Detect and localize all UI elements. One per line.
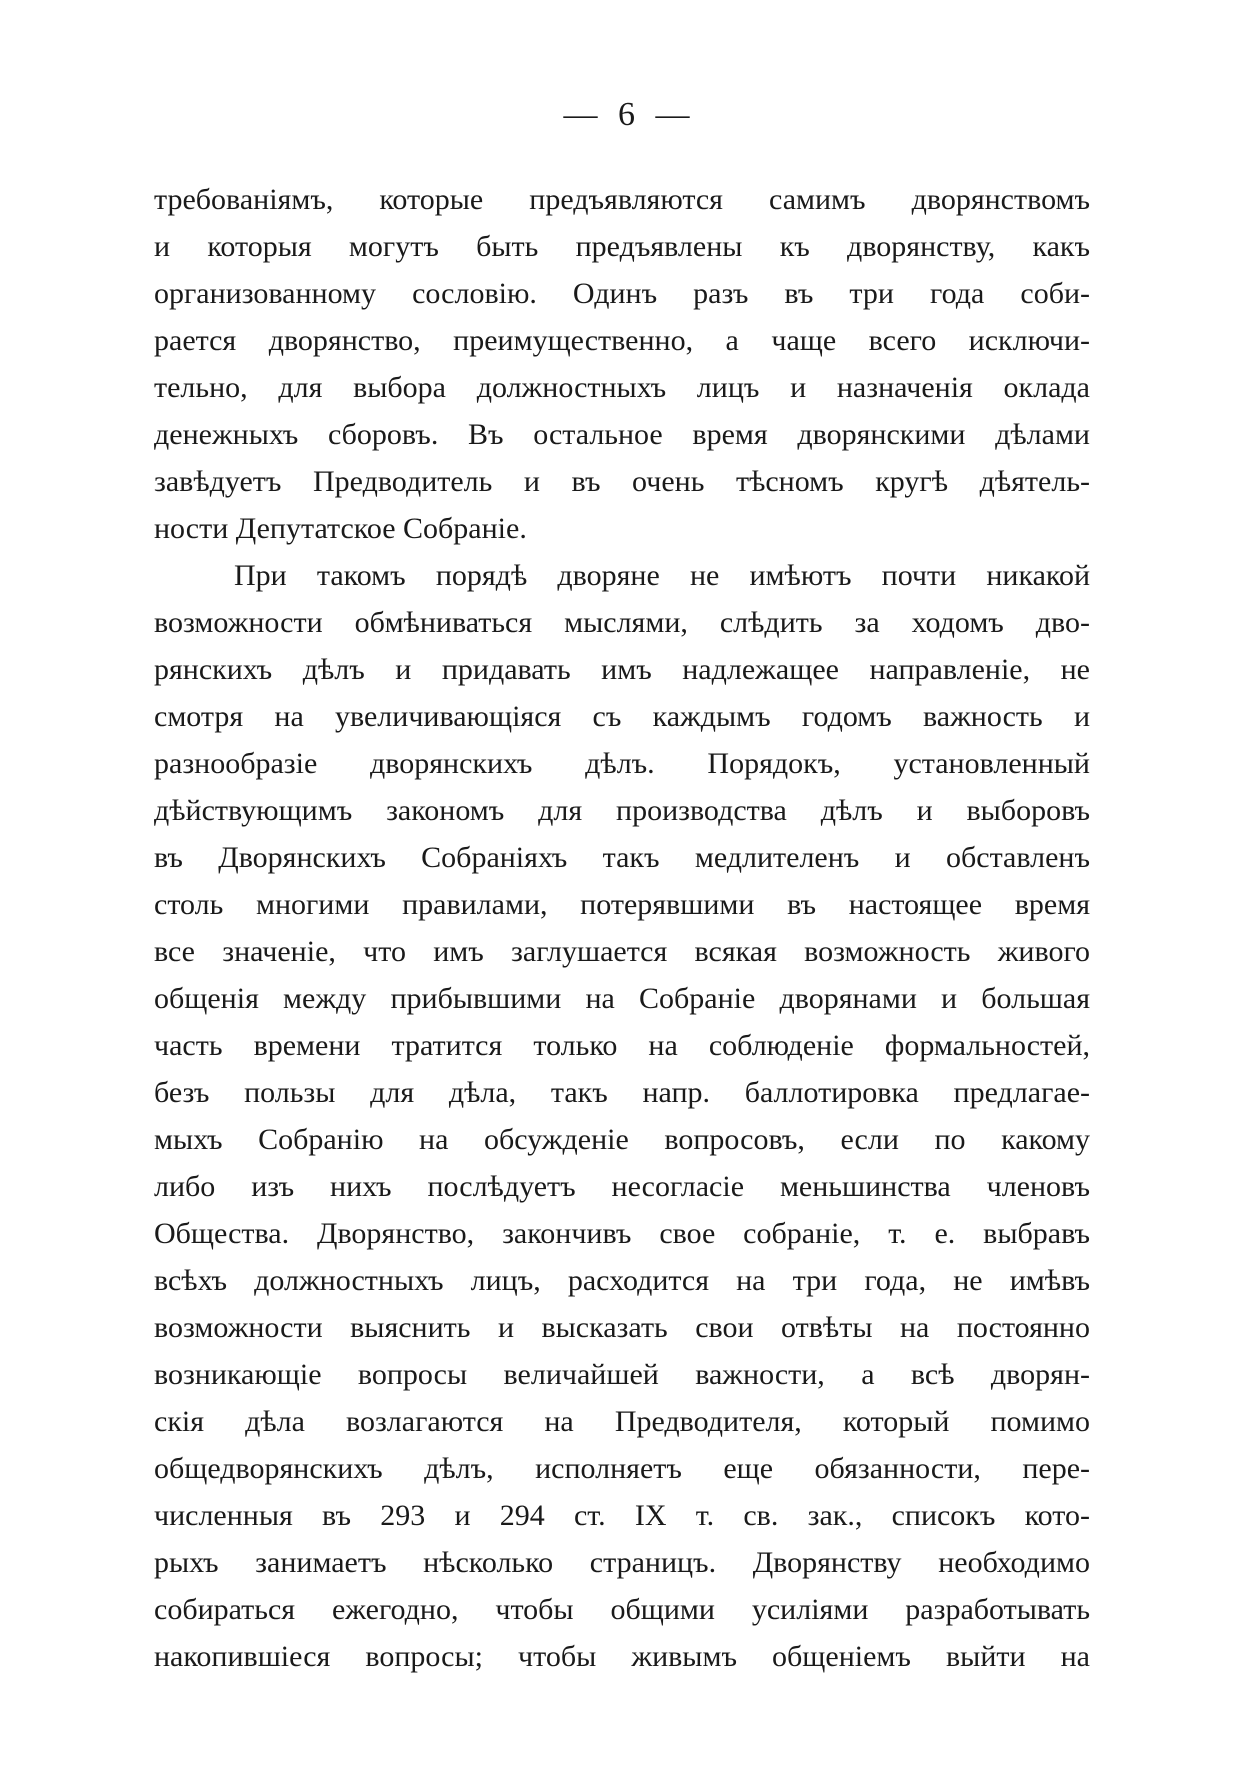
page-number: — 6 —	[563, 96, 696, 133]
text-line: численныя въ 293 и 294 ст. IX т. св. зак., списокъ кото-	[154, 1499, 1090, 1532]
text-line: столь многими правилами, потерявшими въ настоящее время	[154, 888, 1090, 921]
text-line: возможности выяснить и высказать свои отвѣты на постоянно	[154, 1311, 1090, 1344]
body-text	[154, 176, 1090, 1680]
text-line: все значеніе, что имъ заглушается всякая возможность живого	[154, 935, 1090, 968]
text-line: общедворянскихъ дѣлъ, исполняетъ еще обязанности, пере-	[154, 1452, 1090, 1485]
text-line: въ Дворянскихъ Собраніяхъ такъ медлителенъ и обставленъ	[154, 841, 1090, 874]
text-line: тельно, для выбора должностныхъ лицъ и назначенія оклада	[154, 371, 1090, 404]
text-line: безъ пользы для дѣла, такъ напр. баллотировка предлагае-	[154, 1076, 1090, 1109]
paragraph-2	[154, 552, 1090, 1680]
text-line: накопившіеся вопросы; чтобы живымъ общеніемъ выйти на	[154, 1640, 1090, 1673]
text-line: рается дворянство, преимущественно, а чаще всего исключи-	[154, 324, 1090, 357]
text-line: рыхъ занимаетъ нѣсколько страницъ. Дворянству необходимо	[154, 1546, 1090, 1579]
text-line: и которыя могутъ быть предъявлены къ дворянству, какъ	[154, 230, 1090, 263]
text-line: либо изъ нихъ послѣдуетъ несогласіе меньшинства членовъ	[154, 1170, 1090, 1203]
text-line: скія дѣла возлагаются на Предводителя, который помимо	[154, 1405, 1090, 1438]
text-line: Общества. Дворянство, закончивъ свое собраніе, т. е. выбравъ	[154, 1217, 1090, 1250]
text-line: дѣйствующимъ закономъ для производства дѣлъ и выборовъ	[154, 794, 1090, 827]
text-line: При такомъ порядѣ дворяне не имѣютъ почти никакой	[234, 559, 1090, 592]
text-line: возможности обмѣниваться мыслями, слѣдить за ходомъ дво-	[154, 606, 1090, 639]
text-line: организованному сословію. Одинъ разъ въ три года соби-	[154, 277, 1090, 310]
text-line: мыхъ Собранію на обсужденіе вопросовъ, если по какому	[154, 1123, 1090, 1156]
text-line: часть времени тратится только на соблюденіе формальностей,	[154, 1029, 1090, 1062]
text-line: денежныхъ сборовъ. Въ остальное время дворянскими дѣлами	[154, 418, 1090, 451]
text-line: требованіямъ, которые предъявляются самимъ дворянствомъ	[154, 183, 1090, 216]
text-line: ности Депутатское Собраніе.	[154, 512, 527, 545]
text-line: собираться ежегодно, чтобы общими усиліями разработывать	[154, 1593, 1090, 1626]
text-line: общенія между прибывшими на Собраніе дворянами и большая	[154, 982, 1090, 1015]
text-line: возникающіе вопросы величайшей важности, а всѣ дворян-	[154, 1358, 1090, 1391]
text-line: разнообразіе дворянскихъ дѣлъ. Порядокъ, установленный	[154, 747, 1090, 780]
text-line: смотря на увеличивающіяся съ каждымъ годомъ важность и	[154, 700, 1090, 733]
paragraph-1	[154, 176, 1090, 552]
text-line: рянскихъ дѣлъ и придавать имъ надлежащее направленіе, не	[154, 653, 1090, 686]
text-line: завѣдуетъ Предводитель и въ очень тѣсномъ кругѣ дѣятель-	[154, 465, 1090, 498]
text-line: всѣхъ должностныхъ лицъ, расходится на три года, не имѣвъ	[154, 1264, 1090, 1297]
